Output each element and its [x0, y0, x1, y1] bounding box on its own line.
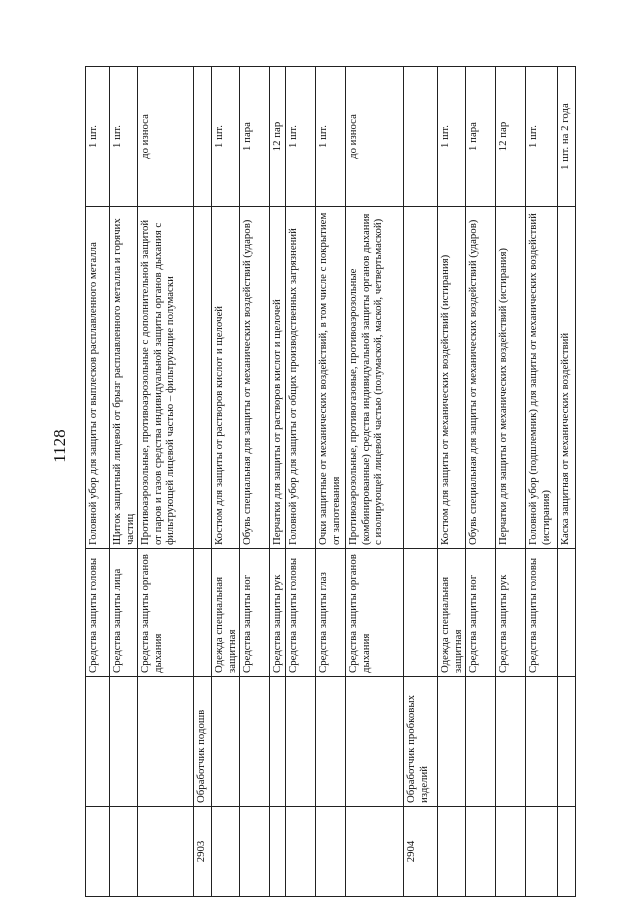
table-row [558, 67, 576, 897]
cell-category: Средства защиты глаз [316, 549, 346, 677]
cell-code [86, 807, 110, 897]
cell-code [240, 807, 270, 897]
cell-profession: Обработчик подошв [194, 677, 212, 807]
cell-category: Средства защиты головы [526, 549, 558, 677]
cell-code [466, 807, 496, 897]
cell-profession [86, 677, 110, 807]
cell-item: Головной убор (подшлемник) для защиты от механических воздействий (истирания) [526, 207, 558, 549]
cell-quantity: 1 шт. [286, 67, 316, 207]
cell-profession [286, 677, 316, 807]
table-row [270, 67, 286, 897]
table-row [286, 67, 316, 897]
cell-code [110, 807, 138, 897]
cell-quantity: до износа [346, 67, 404, 207]
page-number: 1128 [50, 429, 69, 463]
cell-category: Одежда специальная защитная [438, 549, 466, 677]
cell-quantity [404, 67, 438, 207]
table-row [240, 67, 270, 897]
cell-item: Головной убор для защиты от выплесков расплавленного металла [86, 207, 110, 549]
cell-profession [240, 677, 270, 807]
cell-code [526, 807, 558, 897]
cell-profession: Обработчик пробковых изделий [404, 677, 438, 807]
cell-quantity: 1 пара [240, 67, 270, 207]
cell-quantity: 1 шт. [110, 67, 138, 207]
cell-quantity: 12 пар [496, 67, 526, 207]
cell-item: Щиток защитный лицевой от брызг расплавленного металла и горячих частиц [110, 207, 138, 549]
table-row [466, 67, 496, 897]
table-row [212, 67, 240, 897]
cell-category: Средства защиты головы [86, 549, 110, 677]
cell-quantity: 12 пар [270, 67, 286, 207]
table-row [110, 67, 138, 897]
cell-item: Перчатки для защиты от растворов кислот и щелочей [270, 207, 286, 549]
cell-item: Обувь специальная для защиты от механических воздействий (ударов) [240, 207, 270, 549]
cell-item: Костюм для защиты от растворов кислот и щелочей [212, 207, 240, 549]
cell-code [138, 807, 194, 897]
cell-code: 2903 [194, 807, 212, 897]
cell-code: 2904 [404, 807, 438, 897]
cell-item: Противоаэрозольные, противоаэрозольные с дополнительной защитой от паров и газов средства индивидуальной защиты органов дыхания с фильтрующей лицевой частью – фильтрующие полумаски [138, 207, 194, 549]
cell-code [270, 807, 286, 897]
cell-code [438, 807, 466, 897]
cell-code [316, 807, 346, 897]
cell-item: Головной убор для защиты от общих производственных загрязнений [286, 207, 316, 549]
table-row [346, 67, 404, 897]
table-body [86, 67, 576, 897]
cell-category: Средства защиты головы [286, 549, 316, 677]
cell-category [194, 549, 212, 677]
cell-profession [526, 677, 558, 807]
cell-item [194, 207, 212, 549]
cell-category: Средства защиты ног [466, 549, 496, 677]
cell-code [496, 807, 526, 897]
cell-profession [138, 677, 194, 807]
cell-quantity: 1 шт. [316, 67, 346, 207]
cell-code [346, 807, 404, 897]
cell-category [404, 549, 438, 677]
ppe-table-container [85, 67, 571, 897]
cell-code [212, 807, 240, 897]
cell-profession [438, 677, 466, 807]
cell-profession [316, 677, 346, 807]
cell-category: Средства защиты органов дыхания [138, 549, 194, 677]
cell-item: Очки защитные от механических воздействий, в том числе с покрытием от запотевания [316, 207, 346, 549]
cell-item: Противоаэрозольные, противогазовые, противоаэрозольные (комбинированные) средства индивидуальной защиты органов дыхания с изолирующей лицевой частью (полумаской, маской, четвертьмаской) [346, 207, 404, 549]
table-row [316, 67, 346, 897]
cell-item: Костюм для защиты от механических воздействий (истирания) [438, 207, 466, 549]
cell-category [558, 549, 576, 677]
cell-category: Средства защиты ног [240, 549, 270, 677]
cell-category: Средства защиты лица [110, 549, 138, 677]
cell-category: Средства защиты рук [496, 549, 526, 677]
table-row [404, 67, 438, 897]
cell-profession [346, 677, 404, 807]
cell-quantity: 1 шт. [212, 67, 240, 207]
cell-profession [110, 677, 138, 807]
cell-category: Одежда специальная защитная [212, 549, 240, 677]
cell-item: Обувь специальная для защиты от механических воздействий (ударов) [466, 207, 496, 549]
table-row [438, 67, 466, 897]
cell-category: Средства защиты органов дыхания [346, 549, 404, 677]
cell-quantity: до износа [138, 67, 194, 207]
cell-item [404, 207, 438, 549]
cell-quantity: 1 шт. [86, 67, 110, 207]
cell-quantity: 1 шт. [438, 67, 466, 207]
table-row [496, 67, 526, 897]
cell-profession [558, 677, 576, 807]
cell-profession [466, 677, 496, 807]
table-row [526, 67, 558, 897]
cell-quantity [194, 67, 212, 207]
table-row [138, 67, 194, 897]
cell-item: Каска защитная от механических воздействий [558, 207, 576, 549]
cell-profession [270, 677, 286, 807]
ppe-norms-table [85, 66, 576, 897]
cell-profession [496, 677, 526, 807]
rotated-table-frame [85, 67, 571, 897]
cell-code [558, 807, 576, 897]
cell-category: Средства защиты рук [270, 549, 286, 677]
table-row [86, 67, 110, 897]
cell-quantity: 1 шт. [526, 67, 558, 207]
cell-quantity: 1 пара [466, 67, 496, 207]
cell-code [286, 807, 316, 897]
cell-item: Перчатки для защиты от механических воздействий (истирания) [496, 207, 526, 549]
cell-quantity: 1 шт. на 2 года [558, 67, 576, 207]
table-row [194, 67, 212, 897]
cell-profession [212, 677, 240, 807]
